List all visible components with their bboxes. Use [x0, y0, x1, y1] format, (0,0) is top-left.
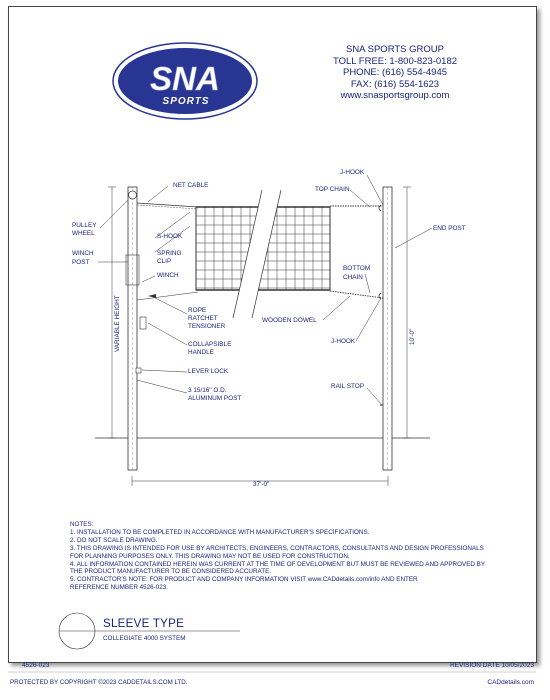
height-dimension	[403, 187, 411, 438]
note-line: FOR PLANNING PURPOSES ONLY. THIS DRAWING MAY NOT BE USED FOR CONSTRUCTION.	[70, 552, 350, 560]
lever-lock	[136, 368, 141, 373]
label-aluminum-post-1: 3 15/16" O.D.	[188, 387, 227, 394]
label-j-hook-bottom: J-HOOK	[331, 338, 356, 345]
label-s-hook: S-HOOK	[157, 233, 183, 240]
end-post	[379, 187, 392, 470]
label-rail-stop: RAIL STOP	[331, 383, 365, 390]
label-j-hook-top: J-HOOK	[340, 169, 365, 176]
label-chain: CHAIN	[343, 274, 363, 281]
label-width-dim: 37'-0"	[253, 481, 270, 488]
note-line: 5. CONTRACTOR'S NOTE: FOR PRODUCT AND COMPANY INFORMATION VISIT www.CADdetails.com/info AND ENTER	[70, 576, 418, 584]
winch-post	[126, 187, 146, 470]
company-website[interactable]: www.snasportsgroup.com	[340, 90, 450, 102]
pulley-wheel	[129, 191, 137, 199]
sna-sports-logo	[113, 43, 257, 119]
label-wooden-dowel: WOODEN DOWEL	[262, 317, 317, 324]
note-line: THE PRODUCT MANUFACTURER TO BE CONSIDERED ACCURATE.	[70, 568, 272, 576]
label-winch-post-2: POST	[72, 259, 90, 266]
drawing-code: 4526-023	[22, 662, 50, 669]
notes-block	[70, 521, 510, 592]
label-wheel: WHEEL	[72, 230, 95, 237]
label-variable-height: VARIABLE HEIGHT	[114, 295, 121, 352]
rope-ratchet-tensioner	[137, 292, 198, 300]
company-phone: PHONE: (616) 554-4945	[342, 67, 448, 79]
label-collapsible: COLLAPSIBLE	[188, 341, 232, 348]
note-line: 4. ALL INFORMATION CONTAINED HEREIN WAS CURRENT AT THE TIME OF DEVELOPMENT BUT MUST BE REVIEWED AND APPROVED BY	[70, 560, 486, 568]
label-ratchet: RATCHET	[188, 315, 218, 322]
label-aluminum-post-2: ALUMINUM POST	[188, 395, 242, 402]
note-line: REFERENCE NUMBER 4526-023.	[70, 584, 168, 592]
label-pulley: PULLEY	[72, 222, 97, 229]
note-line: 2. DO NOT SCALE DRAWING.	[70, 536, 158, 544]
bottom-chain	[330, 291, 383, 298]
label-spring: SPRING	[157, 250, 182, 257]
drawing-title: SLEEVE TYPE	[103, 618, 185, 630]
label-net-cable: NET CABLE	[173, 182, 209, 189]
company-info	[305, 44, 485, 102]
collapsible-handle	[140, 317, 146, 329]
label-clip: CLIP	[157, 258, 172, 265]
label-bottom: BOTTOM	[343, 265, 371, 272]
note-line: 3. THIS DRAWING IS INTENDED FOR USE BY ARCHITECTS, ENGINEERS, CONTRACTORS, CONSULTANTS AND DESIGN PROFESSIONALS	[70, 544, 484, 552]
net-cable	[137, 203, 198, 207]
logo-sna-text: SNA	[150, 60, 220, 97]
company-toll-free: TOLL FREE: 1-800-823-0182	[332, 55, 458, 67]
label-height-dim: 10'-0"	[409, 328, 416, 345]
break-mask	[233, 190, 281, 318]
caddetails-link[interactable]: CADdetails.com	[487, 679, 534, 686]
notes-heading: NOTES:	[70, 521, 94, 528]
label-tensioner: TENSIONER	[188, 323, 226, 330]
company-name: SNA SPORTS GROUP	[345, 44, 444, 55]
company-fax: FAX: (616) 554-1623	[350, 78, 440, 90]
label-top-chain: TOP CHAIN	[315, 186, 350, 193]
note-line: 1. INSTALLATION TO BE COMPLETED IN ACCORDANCE WITH MANUFACTURER'S SPECIFICATIONS.	[70, 528, 370, 536]
logo-sports-text: SPORTS	[162, 96, 210, 107]
label-rope: ROPE	[188, 307, 207, 314]
label-winch: WINCH	[157, 272, 179, 279]
label-handle: HANDLE	[188, 349, 214, 356]
drawing-subtitle: COLLEGIATE 4000 SYSTEM	[103, 635, 186, 642]
label-lever-lock: LEVER LOCK	[188, 368, 229, 375]
revision-date: REVISION DATE 10/05/2023	[449, 662, 534, 669]
label-winch-post-1: WINCH	[72, 250, 94, 257]
label-end-post: END POST	[433, 225, 466, 232]
copyright-text: PROTECTED BY COPYRIGHT ©2023 CADDETAILS.COM LTD.	[10, 679, 188, 686]
